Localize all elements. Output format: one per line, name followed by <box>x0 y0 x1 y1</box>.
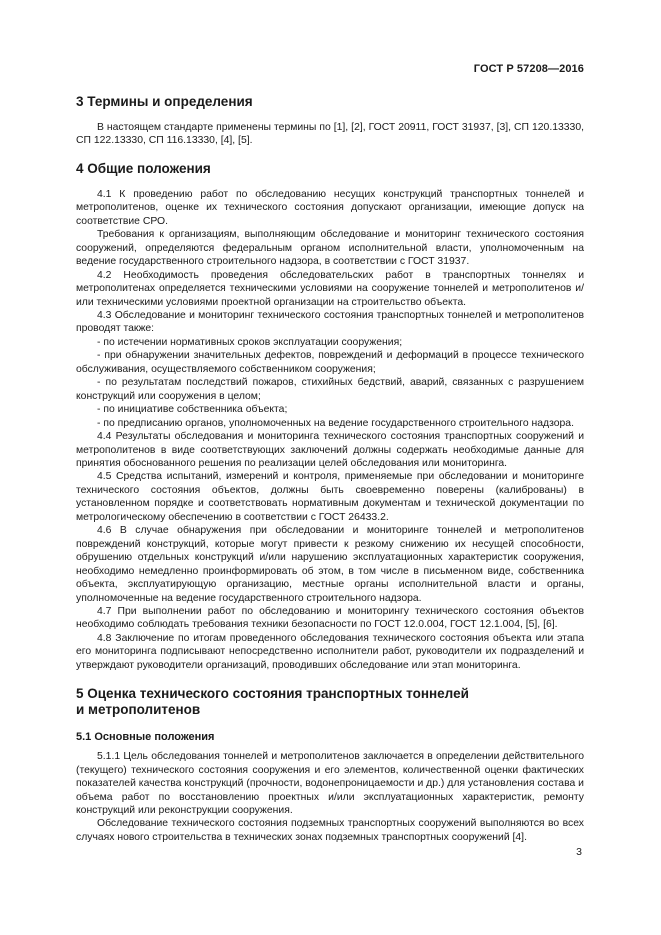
page-number: 3 <box>576 846 582 858</box>
document-code: ГОСТ Р 57208—2016 <box>473 63 584 75</box>
list-item: - по предписанию органов, уполномоченных на ведение государственного строительного надзора. <box>97 417 574 429</box>
paragraph: 5.1.1 Цель обследования тоннелей и метрополитенов заключается в определении действительного (текущего) технического состояния сооружения и его элементов, количественной оценки фактических показателей качества конструкций (прочности, водонепроницаемости и др.) для установления состава и объема работ по восстановлению проектных и/или эксплуатационных характеристик, ремонту конструкций или реконструкции сооружения. <box>76 751 584 817</box>
section-3-heading: 3 Термины и определения <box>76 94 253 109</box>
paragraph: 4.1 К проведению работ по обследованию несущих конструкций транспортных тоннелей и метрополитенов, оценке их технического состояния допускают организации, имеющие допуск на соответствие СРО. <box>76 188 584 227</box>
list-item: - по результатам последствий пожаров, стихийных бедствий, аварий, связанных с разрушением конструкций или сооружения в целом; <box>76 377 584 402</box>
paragraph: 4.3 Обследование и мониторинг технического состояния транспортных тоннелей и метрополитенов проводят также: <box>76 309 584 335</box>
list-item: - при обнаружении значительных дефектов, повреждений и деформаций в процессе технического обслуживания, осуществляемого собственником сооружения; <box>76 350 584 375</box>
list-item: - по истечении нормативных сроков эксплуатации сооружения; <box>97 336 403 348</box>
paragraph: 4.6 В случае обнаружения при обследовании и мониторинге тоннелей и метрополитенов повреждений конструкций, которые могут привести к резкому снижению их несущей способности, обрушению отдельных конструкций и/или нарушению эксплуатационных характеристик сооружения, необходимо немедленно проинформировать об этом, в том числе в письменном виде, собственника объекта, эксплуатирующую организацию, местные органы исполнительной власти и органы, уполномоченные на ведение государственного строительного надзора. <box>76 525 584 604</box>
section-5-heading-line2: и метрополитенов <box>76 702 201 718</box>
section-5-heading <box>76 686 584 718</box>
page-content <box>76 88 584 844</box>
subsection-5-1-heading: 5.1 Основные положения <box>76 731 215 744</box>
section-4-heading: 4 Общие положения <box>76 160 211 176</box>
paragraph: 4.7 При выполнении работ по обследованию и мониторингу технического состояния объектов необходимо соблюдать требования техники безопасности по ГОСТ 12.0.004, ГОСТ 12.1.004, [5], [6]. <box>76 605 584 631</box>
section-5-heading-line1: 5 Оценка технического состояния транспортных тоннелей <box>76 686 469 702</box>
paragraph: Обследование технического состояния подземных транспортных сооружений выполняются во всех случаях нового строительства в технических зонах подземных транспортных сооружений [4]. <box>76 818 584 843</box>
paragraph: 4.5 Средства испытаний, измерений и контроля, применяемые при обследовании и мониторинге технического состояния объектов, должны быть своевременно поверены (калиброваны) в установленном порядке и соответствовать нормативным документам и технической документации по метрологическому обеспечению в соответствии с ГОСТ 26433.2. <box>76 471 584 523</box>
paragraph: 4.4 Результаты обследования и мониторинга технического состояния транспортных сооружений и метрополитенов в виде соответствующих заключений должны содержать необходимые данные для принятия обоснованного решения по реализации целей обследования или мониторинга. <box>76 431 584 469</box>
paragraph: 4.2 Необходимость проведения обследовательских работ в транспортных тоннелях и метрополитенах определяется техническими условиями на сооружение тоннелей и метрополитенов и/или техническими условиями проектной организации на строительство объекта. <box>76 269 584 308</box>
list-item: - по инициативе собственника объекта; <box>97 404 288 416</box>
paragraph: Требования к организациям, выполняющим обследование и мониторинг технического состояния сооружений, определяются федеральным органом исполнительной власти, уполномоченным на ведение государственного строительного надзора, в соответствии с ГОСТ 31937. <box>76 229 584 268</box>
paragraph: В настоящем стандарте применены термины по [1], [2], ГОСТ 20911, ГОСТ 31937, [3], СП 120.13330, СП 122.13330, СП 116.13330, [4], [5]. <box>76 122 584 147</box>
paragraph: 4.8 Заключение по итогам проведенного обследования технического состояния объекта или этапа его мониторинга подписывают непосредственно исполнители работ, руководители их подразделений и утверждают руководители организаций, проводивших обследование или этап мониторинга. <box>76 632 584 671</box>
